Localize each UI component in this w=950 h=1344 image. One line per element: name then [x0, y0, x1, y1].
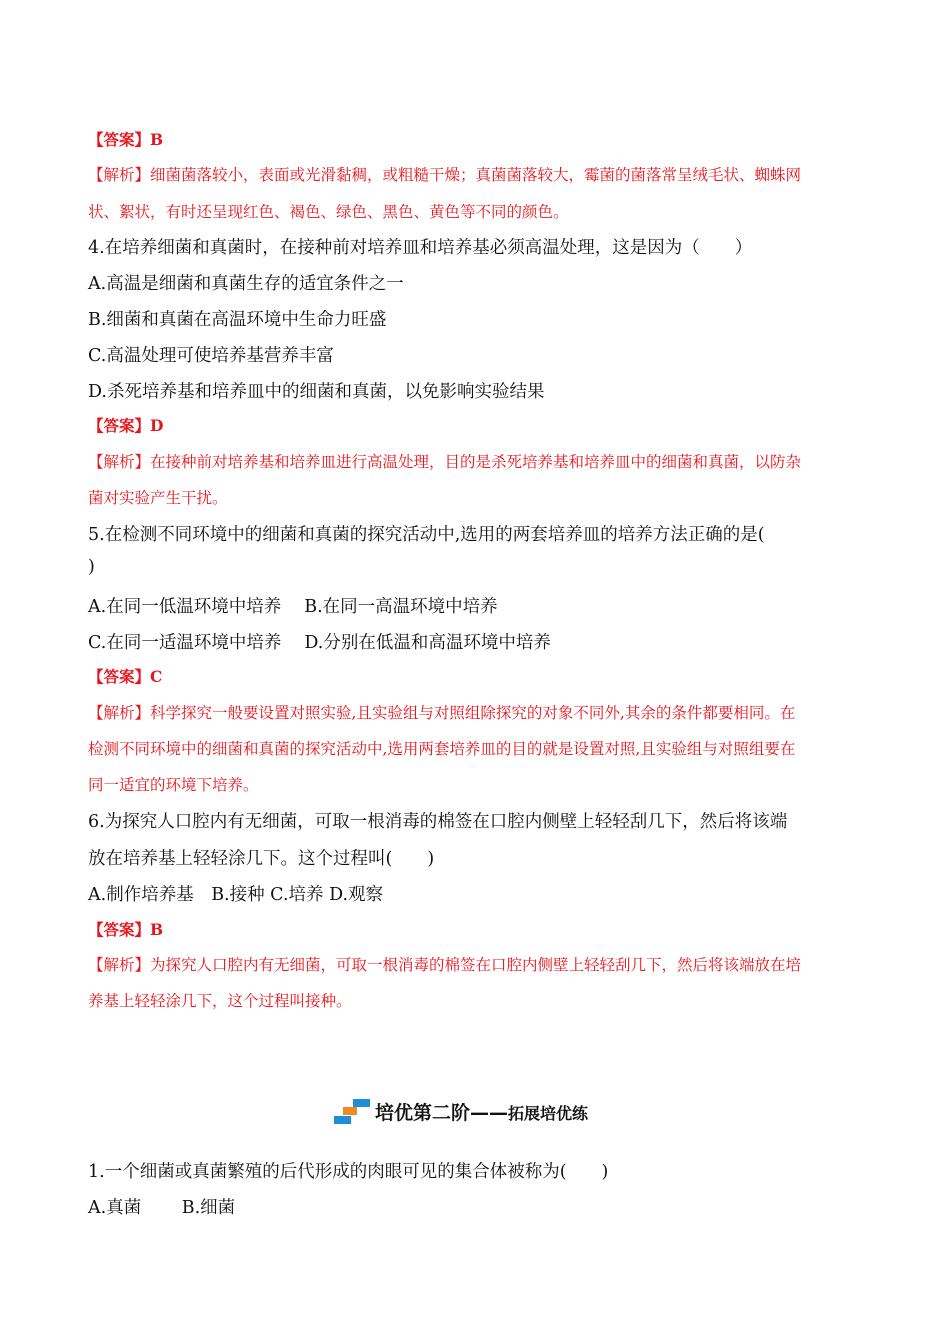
analysis-line: 同一适宜的环境下培养。	[88, 776, 259, 794]
question-4-stem: 4.在培养细菌和真菌时，在接种前对培养皿和培养基必须高温处理，这是因为（ ）	[88, 238, 753, 258]
question-6-options: A.制作培养基 B.接种 C.培养 D.观察	[88, 885, 384, 905]
analysis-line: 【解析】细菌菌落较小，表面或光滑黏稠，或粗糙干燥；真菌菌落较大，霉菌的菌落常呈绒毛状、蜘蛛网	[88, 166, 802, 184]
question-1-stem: 1.一个细菌或真菌繁殖的后代形成的肉眼可见的集合体被称为( )	[88, 1162, 609, 1182]
question-5-stem: 5.在检测不同环境中的细菌和真菌的探究活动中,选用的两套培养皿的培养方法正确的是(	[88, 525, 765, 545]
question-5-options-ab: A.在同一低温环境中培养 B.在同一高温环境中培养	[88, 597, 498, 617]
section-title-sub: 拓展培优练	[508, 1104, 589, 1123]
analysis-line: 【解析】在接种前对培养基和培养皿进行高温处理，目的是杀死培养基和培养皿中的细菌和真菌，以防杂	[88, 453, 802, 471]
answer-line: 【答案】C	[88, 667, 163, 686]
question-5-options-cd: C.在同一适温环境中培养 D.分别在低温和高温环境中培养	[88, 633, 551, 653]
question-6-stem-cont: 放在培养基上轻轻涂几下。这个过程叫( )	[88, 849, 435, 869]
analysis-line: 【解析】科学探究一般要设置对照实验,且实验组与对照组除探究的对象不同外,其余的条件都要相同。在	[88, 704, 796, 722]
analysis-line: 菌对实验产生干扰。	[88, 489, 228, 507]
question-6-stem: 6.为探究人口腔内有无细菌，可取一根消毒的棉签在口腔内侧壁上轻轻刮几下，然后将该端	[88, 812, 788, 832]
question-4-option-d: D.杀死培养基和培养皿中的细菌和真菌，以免影响实验结果	[88, 382, 545, 402]
analysis-line: 养基上轻轻涂几下，这个过程叫接种。	[88, 992, 352, 1010]
question-1-options: A.真菌 B.细菌	[88, 1198, 236, 1218]
question-4-option-c: C.高温处理可使培养基营养丰富	[88, 346, 334, 366]
question-4-option-a: A.高温是细菌和真菌生存的适宜条件之一	[88, 274, 404, 294]
section-title	[375, 1098, 588, 1125]
stairs-logo-icon	[333, 1098, 371, 1128]
answer-line: 【答案】B	[88, 920, 164, 939]
question-4-option-b: B.细菌和真菌在高温环境中生命力旺盛	[88, 310, 387, 330]
analysis-line: 状、絮状，有时还呈现红色、褐色、绿色、黑色、黄色等不同的颜色。	[88, 203, 569, 221]
answer-line: 【答案】D	[88, 416, 164, 435]
question-5-stem-cont: )	[88, 557, 95, 577]
section-title-main: 培优第二阶——	[375, 1102, 509, 1124]
analysis-line: 检测不同环境中的细菌和真菌的探究活动中,选用两套培养皿的目的就是设置对照,且实验组与对照组要在	[88, 740, 796, 758]
answer-line: 【答案】B	[88, 130, 164, 149]
analysis-line: 【解析】为探究人口腔内有无细菌，可取一根消毒的棉签在口腔内侧壁上轻轻刮几下，然后将该端放在培	[88, 956, 802, 974]
